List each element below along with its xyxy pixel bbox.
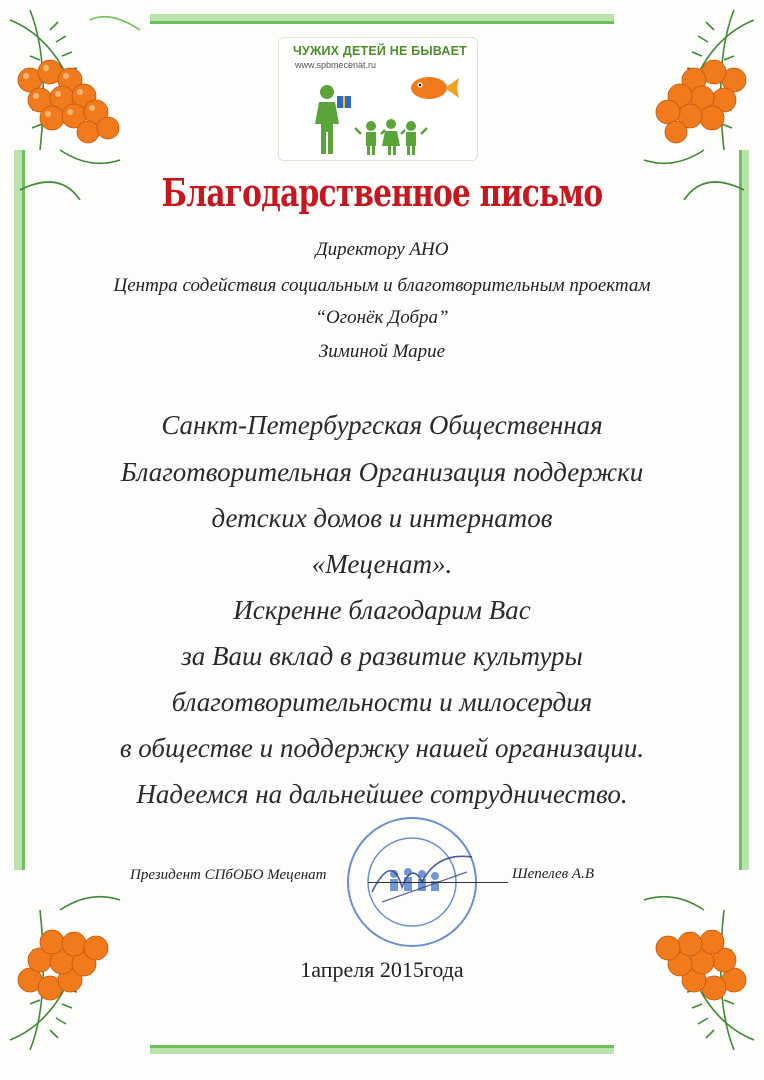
body-line: в обществе и поддержку нашей организации.: [119, 733, 645, 763]
body-line: благотворительности и милосердия: [171, 687, 593, 717]
signatory-position: Президент СПбОБО Меценат: [130, 867, 327, 883]
body-line: Благотворительная Организация поддержки: [120, 457, 644, 487]
body-line: «Меценат».: [311, 549, 453, 579]
body-line: детских домов и интернатов: [211, 503, 553, 533]
body-line: Искренне благодарим Вас: [233, 595, 531, 625]
letter-date: 1апреля 2015года: [300, 957, 464, 982]
addressee-line: Директору АНО: [315, 239, 449, 260]
body-line: Надеемся на дальнейшее сотрудничество.: [136, 779, 628, 809]
logo-title: ЧУЖИХ ДЕТЕЙ НЕ БЫВАЕТ: [293, 44, 467, 58]
addressee-line: Центра содействия социальным и благотворительным проектам: [113, 275, 651, 296]
logo-url: www.spbmecenat.ru: [295, 60, 377, 70]
signatory-name: Шепелев А.В: [512, 866, 594, 882]
mecenat-logo: [278, 37, 478, 161]
addressee-line: “Огонёк Добра”: [315, 307, 449, 328]
body-line: за Ваш вклад в развитие культуры: [181, 641, 583, 671]
body-line: Санкт-Петербургская Общественная: [161, 410, 603, 440]
signature-line: [368, 882, 508, 883]
letter-title: Благодарственное письмо: [161, 170, 603, 215]
addressee-line: Зиминой Марие: [318, 341, 446, 362]
